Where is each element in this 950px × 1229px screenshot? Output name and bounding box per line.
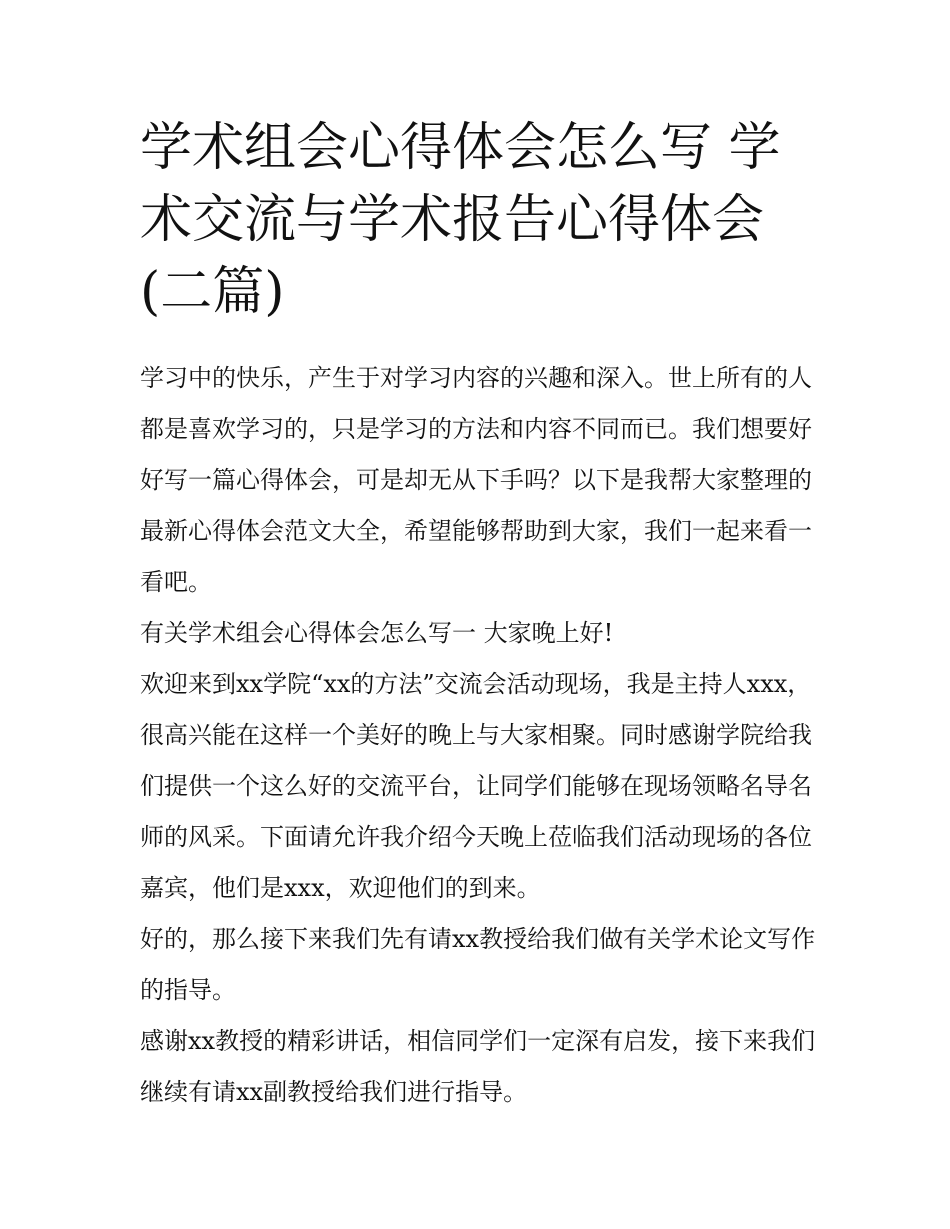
document-body <box>140 353 820 1118</box>
paragraph-intro: 学习中的快乐，产生于对学习内容的兴趣和深入。世上所有的人都是喜欢学习的，只是学习的方法和内容不同而已。我们想要好好写一篇心得体会，可是却无从下手吗？以下是我帮大家整理的最新心得体会范文大全，希望能够帮助到大家，我们一起来看一看吧。 <box>140 364 812 596</box>
paragraph-first-speaker: 好的，那么接下来我们先有请xx教授给我们做有关学术论文写作的指导。 <box>140 925 816 1004</box>
paragraph-second-speaker: 感谢xx教授的精彩讲话，相信同学们一定深有启发，接下来我们继续有请xx副教授给我们进行指导。 <box>140 1027 816 1106</box>
paragraph-welcome: 欢迎来到xx学院“xx的方法”交流会活动现场，我是主持人xxx，很高兴能在这样一个美好的晚上与大家相聚。同时感谢学院给我们提供一个这么好的交流平台，让同学们能够在现场领略名导名师的风采。下面请允许我介绍今天晚上莅临我们活动现场的各位嘉宾，他们是xxx，欢迎他们的到来。 <box>140 670 812 902</box>
paragraph-section-heading: 有关学术组会心得体会怎么写一 大家晚上好! <box>140 619 614 647</box>
document-title: 学术组会心得体会怎么写 学术交流与学术报告心得体会(二篇) <box>140 118 781 322</box>
